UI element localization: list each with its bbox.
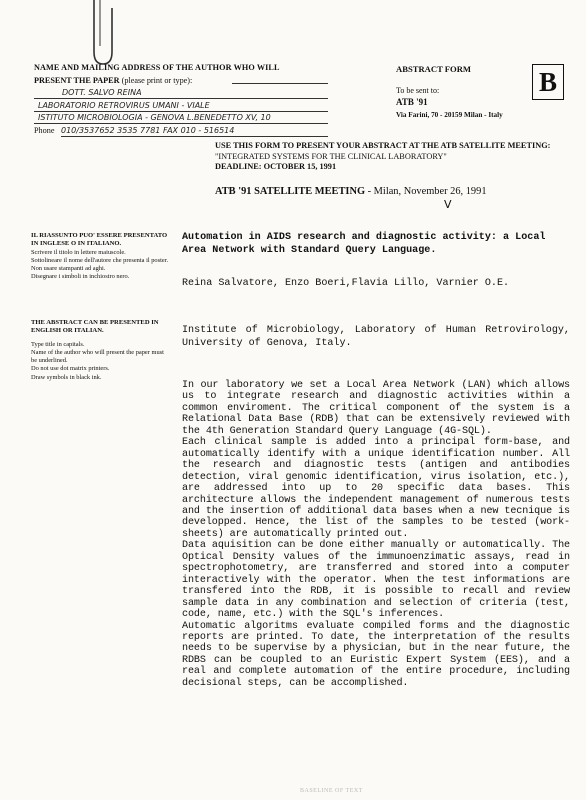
abstract-institute: Institute of Microbiology, Laboratory of Human Retrovirology, University of Genova, Italy. [182,325,570,349]
italian-rule: Scrivere il titolo in lettere maiuscole. [31,248,126,256]
italian-rule: Sottolineare il nome dell'autore che presenta il poster. [31,257,169,265]
author-address-heading: NAME AND MAILING ADDRESS OF THE AUTHOR WHO WILL [34,63,280,72]
abstract-title: Automation in AIDS research and diagnostic activity: a Local Area Network with Standard Query Language. [182,232,546,256]
italian-instructions [31,232,171,282]
to-be-sent-label: To be sent to: [396,86,440,95]
italian-rule: Disegnare i simboli in inchiostro nero. [31,273,130,281]
baseline-mark: BASELINE OF TEXT [300,788,363,794]
english-rule: Do not use dot matrix printers. [31,365,110,373]
english-heading: THE ABSTRACT CAN BE PRESENTED IN ENGLISH OR ITALIAN. [31,319,159,335]
handwritten-address-line1: LABORATORIO RETROVIRUS UMANI - VIALE [38,101,210,110]
italian-heading: IL RIASSUNTO PUO' ESSERE PRESENTATO IN INGLESE O IN ITALIANO. [31,232,168,248]
meeting-heading: ATB '91 SATELLITE MEETING - Milan, November 26, 1991 [215,186,487,197]
english-instructions [31,319,171,382]
italian-rule: Non usare stampanti ad aghi. [31,265,106,273]
english-rule: Type title in capitals. [31,340,85,348]
english-rule: Draw symbols in black ink. [31,373,102,381]
english-rule: Name of the author who will present the paper must be underlined. [31,349,164,365]
use-form-instructions: USE THIS FORM TO PRESENT YOUR ABSTRACT AT THE ATB SATELLITE MEETING: "INTEGRATED SYSTEMS FOR THE CLINICAL LABORATORY" DEADLINE: OCTOBER 15, 1991 [215,141,551,171]
paper-clip-icon [88,0,118,70]
send-address: Via Farini, 70 - 20159 Milan - Italy [396,111,503,119]
abstract-body: In our laboratory we set a Local Area Network (LAN) which allows us to integrate research and diagnostic activities within a common enviroment. The critical component of the system is a Relational Data Base (RDB) that can be extensively reviewed with the 4th Generation Standard Query Language (4G-SQL). Each clinical sample is added into a principal form-base, and automatically identify with a unique identification number. All the research and diagnostic tests (antigen and antibodies detection, viral genomic identification, virus isolation, etc.), are addressed into up to 20 specific data bases. This architecture allows the independent management of numerous tests and the insertion of additional data bases when a new tecnique is developped. Hence, the list of the samples to be tested (work-sheets) are automatically printed out. Data aquisition can be done either manually or automatically. The Optical Density values of the immunoenzimatic assays, read in spectrophotometry, are transferred and stored into a computer interactively with the operator. When the test informations are transfered into the RDB, it is possible to recall and review sample data in any combination and selection of criteria (test, code, name, etc.) with the SQL's inferences. Automatic algoritms evaluate compiled forms and the diagnostic reports are printed. To date, the interpretation of the results needs to be supervise by a physician, but in the near future, the RDBS can be coupled to an Euristic Expert System (EES), and a real and complete automation of the entire procedure, including decisional steps, can be accomplished. [182,380,570,689]
abstract-authors: Reina Salvatore, Enzo Boeri,Flavia Lillo, Varnier O.E. [182,278,510,289]
abstract-form-title: ABSTRACT FORM [396,64,472,74]
author-address-subheading: PRESENT THE PAPER (please print or type): [34,76,193,85]
handwritten-phone: 010/3537652 3535 7781 FAX 010 - 516514 [61,126,235,135]
checkmark: V [444,198,452,211]
atb-label: ATB '91 [396,97,428,107]
handwritten-address-line2: ISTITUTO MICROBIOLOGIA - GENOVA L.BENEDETTO XV, 10 [38,113,271,122]
handwritten-name: DOTT. SALVO REINA [62,88,142,97]
phone-label: Phone [34,126,55,135]
form-letter-box: B [532,64,564,100]
